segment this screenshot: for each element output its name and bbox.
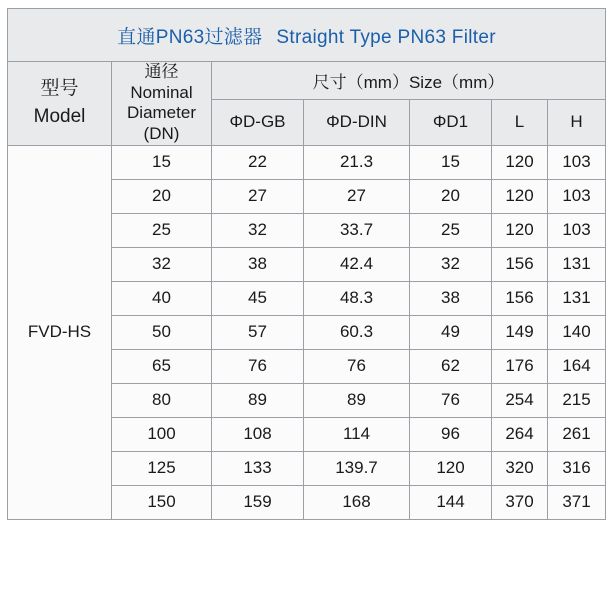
- header-model: [8, 62, 112, 146]
- cell-h: 103: [548, 213, 606, 247]
- cell-d-gb: 27: [212, 179, 304, 213]
- header-col-d-din: ΦD-DIN: [304, 99, 410, 145]
- cell-d-din: 42.4: [304, 247, 410, 281]
- cell-l: 120: [492, 213, 548, 247]
- cell-d-gb: 57: [212, 315, 304, 349]
- cell-dn: 50: [112, 315, 212, 349]
- cell-dn: 20: [112, 179, 212, 213]
- cell-h: 103: [548, 145, 606, 179]
- cell-d-din: 21.3: [304, 145, 410, 179]
- cell-d1: 144: [410, 485, 492, 519]
- cell-d1: 32: [410, 247, 492, 281]
- cell-d1: 38: [410, 281, 492, 315]
- cell-d-gb: 32: [212, 213, 304, 247]
- header-nd-en-3: (DN): [143, 124, 180, 144]
- cell-d-din: 48.3: [304, 281, 410, 315]
- cell-d1: 120: [410, 451, 492, 485]
- header-nd-cn: 通径: [144, 62, 179, 81]
- cell-h: 164: [548, 349, 606, 383]
- cell-dn: 125: [112, 451, 212, 485]
- cell-d-gb: 38: [212, 247, 304, 281]
- cell-d1: 49: [410, 315, 492, 349]
- cell-d1: 20: [410, 179, 492, 213]
- cell-h: 215: [548, 383, 606, 417]
- filter-spec-table: [7, 8, 606, 520]
- cell-dn: 80: [112, 383, 212, 417]
- cell-dn: 100: [112, 417, 212, 451]
- header-size-group: 尺寸（mm）Size（mm）: [212, 62, 606, 100]
- cell-l: 149: [492, 315, 548, 349]
- cell-h: 103: [548, 179, 606, 213]
- cell-l: 120: [492, 145, 548, 179]
- cell-d1: 76: [410, 383, 492, 417]
- header-nominal-diameter: [112, 62, 212, 146]
- cell-dn: 15: [112, 145, 212, 179]
- cell-l: 156: [492, 281, 548, 315]
- cell-d1: 62: [410, 349, 492, 383]
- table-title-en: Straight Type PN63 Filter: [276, 26, 496, 48]
- header-col-d1: ΦD1: [410, 99, 492, 145]
- cell-d-gb: 89: [212, 383, 304, 417]
- cell-d-din: 27: [304, 179, 410, 213]
- header-col-d-gb: ΦD-GB: [212, 99, 304, 145]
- header-nd-en-2: Diameter: [127, 103, 196, 123]
- cell-d1: 96: [410, 417, 492, 451]
- cell-l: 156: [492, 247, 548, 281]
- cell-d-din: 60.3: [304, 315, 410, 349]
- cell-l: 370: [492, 485, 548, 519]
- cell-l: 320: [492, 451, 548, 485]
- cell-d-gb: 76: [212, 349, 304, 383]
- cell-d-gb: 133: [212, 451, 304, 485]
- header-row-group: [8, 62, 606, 100]
- cell-d-din: 168: [304, 485, 410, 519]
- table-title-row: [8, 9, 606, 62]
- table-row: [8, 145, 606, 179]
- cell-l: 176: [492, 349, 548, 383]
- cell-h: 316: [548, 451, 606, 485]
- table-title: [8, 9, 606, 62]
- model-value: FVD-HS: [8, 145, 112, 519]
- table-title-cn: 直通PN63过滤器: [117, 26, 263, 48]
- cell-d-din: 139.7: [304, 451, 410, 485]
- cell-l: 264: [492, 417, 548, 451]
- cell-h: 131: [548, 247, 606, 281]
- cell-d-din: 76: [304, 349, 410, 383]
- cell-d-gb: 159: [212, 485, 304, 519]
- cell-dn: 32: [112, 247, 212, 281]
- header-nd-en-1: Nominal: [130, 82, 193, 102]
- cell-dn: 40: [112, 281, 212, 315]
- cell-d-din: 33.7: [304, 213, 410, 247]
- cell-d-gb: 45: [212, 281, 304, 315]
- cell-h: 140: [548, 315, 606, 349]
- cell-dn: 150: [112, 485, 212, 519]
- cell-d-gb: 108: [212, 417, 304, 451]
- cell-h: 371: [548, 485, 606, 519]
- header-col-h: H: [548, 99, 606, 145]
- cell-d1: 15: [410, 145, 492, 179]
- cell-h: 261: [548, 417, 606, 451]
- cell-d-gb: 22: [212, 145, 304, 179]
- cell-h: 131: [548, 281, 606, 315]
- header-col-l: L: [492, 99, 548, 145]
- header-model-cn: 型号: [40, 77, 79, 99]
- cell-l: 254: [492, 383, 548, 417]
- cell-d-din: 89: [304, 383, 410, 417]
- cell-dn: 65: [112, 349, 212, 383]
- cell-d1: 25: [410, 213, 492, 247]
- header-model-en: Model: [33, 106, 86, 128]
- cell-l: 120: [492, 179, 548, 213]
- cell-dn: 25: [112, 213, 212, 247]
- cell-d-din: 114: [304, 417, 410, 451]
